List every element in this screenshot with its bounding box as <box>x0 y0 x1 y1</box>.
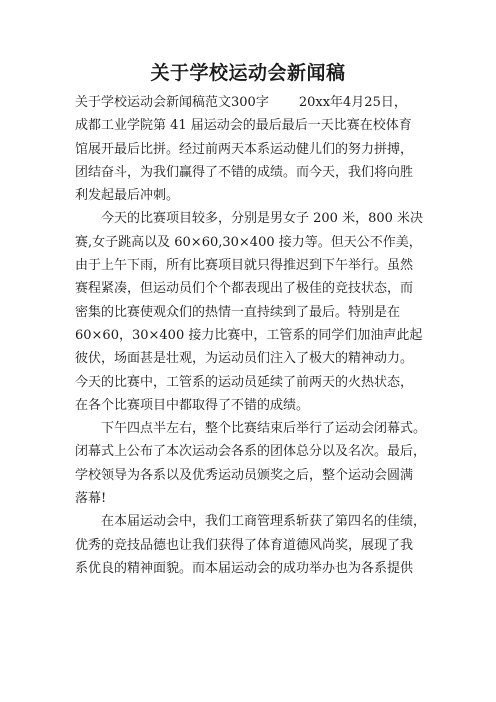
paragraph-line: 优秀的竞技品德也让我们获得了体育道德风尚奖，展现了我 <box>75 537 414 553</box>
paragraph-line: 由于上午下雨，所有比赛项目就只得推迟到下午举行。虽然 <box>75 258 414 274</box>
paragraph-line: 学校领导为各系以及优秀运动员颁奖之后，整个运动会圆满 <box>75 467 414 483</box>
paragraph-line: 成都工业学院第 41 届运动会的最后最后一天比赛在校体育 <box>75 118 412 134</box>
paragraph-line: 落幕! <box>75 491 107 507</box>
paragraph-line: 今天的比赛中，工管系的运动员延续了前两天的火热状态， <box>75 374 414 390</box>
paragraph-line: 在本届运动会中，我们工商管理系斩获了第四名的佳绩， <box>101 514 427 530</box>
paragraph-line: 利发起最后冲刺。 <box>75 188 180 204</box>
paragraph-line: 密集的比赛使观众们的热情一直持续到了最后。特别是在 <box>75 304 401 320</box>
paragraph-line: 在各个比赛项目中都取得了不错的成绩。 <box>75 397 310 413</box>
paragraph-line: 闭幕式上公布了本次运动会各系的团体总分以及名次。最后， <box>75 444 427 460</box>
intro-date: 20xx年4月25日， <box>298 95 407 110</box>
intro-first-line <box>75 91 445 114</box>
paragraph-line: 馆展开最后比拼。经过前两天本系运动健儿们的努力拼搏， <box>75 141 414 157</box>
paragraph-line: 赛,女子跳高以及 60×60,30×400 接力等。但天公不作美， <box>75 234 422 250</box>
paragraph-line: 今天的比赛项目较多，分别是男女子 200 米，800 米决 <box>101 211 424 227</box>
paragraph-line: 下午四点半左右，整个比赛结束后举行了运动会闭幕式。 <box>101 421 427 437</box>
paragraph-line: 团结奋斗，为我们赢得了不错的成绩。而今天，我们将向胜 <box>75 164 414 180</box>
paragraph-line: 系优良的精神面貌。而本届运动会的成功举办也为各系提供 <box>75 560 414 576</box>
document-title: 关于学校运动会新闻稿 <box>150 62 346 84</box>
paragraph-line: 60×60，30×400 接力比赛中，工管系的同学们加油声此起 <box>75 327 423 343</box>
paragraph-line: 彼伏，场面甚是壮观，为运动员们注入了极大的精神动力。 <box>75 351 414 367</box>
document-body <box>75 91 445 580</box>
paragraph-line: 赛程紧凑，但运动员们个个都表现出了极佳的竞技状态，而 <box>75 281 414 297</box>
intro-lead: 关于学校运动会新闻稿范文300字 <box>75 95 269 110</box>
